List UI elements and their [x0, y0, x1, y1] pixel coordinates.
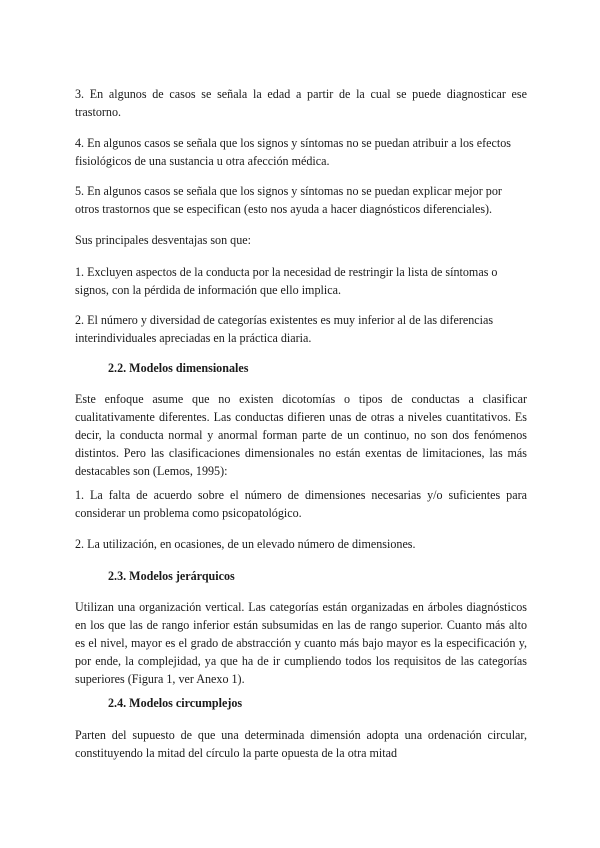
heading-modelos-circumplejos: 2.4. Modelos circumplejos: [108, 696, 243, 710]
paragraph-limitacion-1: 1. La falta de acuerdo sobre el número de dimensiones necesarias y/o suficientes para considerar un problema como psicopatológico.: [75, 488, 527, 520]
paragraph-item-3: 3. En algunos de casos se señala la edad a partir de la cual se puede diagnosticar ese trastorno.: [75, 87, 527, 119]
paragraph-modelos-dimensionales: Este enfoque asume que no existen dicotomías o tipos de conductas a clasificar cualitativamente diferentes. Las conductas difieren unas de otras a niveles cuantitativos. Es decir, la conducta normal y anormal forman parte de un continuo, no son dos fenómenos distintos. Pero las clasificaciones dimensionales no están exentas de limitaciones, las más destacables son (Lemos, 1995):: [75, 392, 527, 478]
paragraph-limitacion-2: 2. La utilización, en ocasiones, de un elevado número de dimensiones.: [75, 537, 416, 551]
paragraph-modelos-jerarquicos: Utilizan una organización vertical. Las categorías están organizadas en árboles diagnósticos en los que las de rango inferior están subsumidas en las de rango superior. Cuanto más alto es el nivel, mayor es el grado de abstracción y cuanto más bajo mayor es la especificación y, por ende, la complejidad, ya que ha de ir cumpliendo todos los requisitos de las categorías superiores (Figura 1, ver Anexo 1).: [75, 600, 527, 686]
heading-modelos-jerarquicos: 2.3. Modelos jerárquicos: [108, 569, 235, 583]
paragraph-modelos-circumplejos: Parten del supuesto de que una determinada dimensión adopta una ordenación circular, constituyendo la mitad del círculo la parte opuesta de la otra mitad: [75, 728, 527, 760]
paragraph-desventajas-intro: Sus principales desventajas son que:: [75, 233, 251, 247]
heading-modelos-dimensionales: 2.2. Modelos dimensionales: [108, 361, 249, 375]
paragraph-item-4: 4. En algunos casos se señala que los signos y síntomas no se puedan atribuir a los efectos fisiológicos de una sustancia u otra afección médica.: [75, 136, 511, 168]
paragraph-desventaja-2: 2. El número y diversidad de categorías existentes es muy inferior al de las diferencias interindividuales apreciadas en la práctica diaria.: [75, 313, 494, 345]
paragraph-desventaja-1: 1. Excluyen aspectos de la conducta por la necesidad de restringir la lista de síntomas o signos, con la pérdida de información que ello implica.: [75, 265, 498, 297]
paragraph-item-5: 5. En algunos casos se señala que los signos y síntomas no se puedan explicar mejor por otros trastornos que se especifican (esto nos ayuda a hacer diagnósticos diferenciales).: [75, 184, 502, 216]
